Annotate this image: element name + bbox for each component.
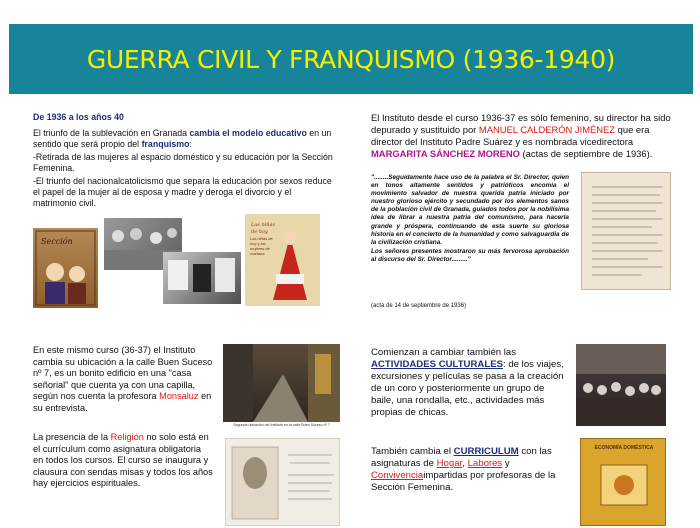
book-cover	[580, 438, 666, 526]
svg-text:Las niñas: Las niñas	[251, 222, 276, 228]
propaganda-poster	[245, 214, 320, 306]
bullet-item: -El triunfo del nacionalcatolicismo que separa la educación por sexos reduce el papel de la mujer al de esposa y madre y deroga el divorcio y el matrimonio civil.	[33, 176, 332, 208]
students-photo	[163, 252, 241, 304]
bottom-left-text-1: En este mismo curso (36-37) el Instituto cambia su ubicación a la calle Buen Suceso nº 7, es un bonito edificio en una "casa señorial" que cuenta ya con una capilla, según nos cuenta la profesora Monsaluz en su entrevista.	[33, 345, 213, 413]
street-caption: Segunda ubicación del Instituto en la calle Buen Suceso nº 7	[233, 423, 330, 427]
top-right-text: El Instituto desde el curso 1936-37 es sólo femenino, su director ha sido depurado y sustituido por MANUEL CALDERÓN JIMÉNEZ que era director del Instituto Padre Suárez y es nombrada vicedirectora MARGARITA SÁNCHEZ MORENO (actas de septiembre de 1936).	[371, 112, 671, 159]
svg-text:Sección: Sección	[41, 237, 73, 246]
svg-text:de hoy: de hoy	[251, 229, 268, 235]
street-photo	[223, 344, 340, 422]
title-banner	[9, 24, 693, 94]
book-title: ECONOMÍA DOMÉSTICA	[594, 445, 654, 451]
choir-photo	[576, 344, 666, 426]
bottom-right-text-1: Comienzan a cambiar también las ACTIVIDADES CULTURALES: de los viajes, excursiones y películas se pasa a la creación de un coro y posteriormente un grupo de baile, una rondalla, etc., actividades más propias de chicas.	[371, 347, 564, 418]
section-heading: De 1936 a los años 40	[33, 112, 124, 122]
bullet-item: -Retirada de las mujeres al espacio doméstico y su educación por la Sección Femenina.	[33, 152, 333, 173]
bottom-right-text-2: También cambia el CURRICULUM con las asignaturas de Hogar, Labores y Convivenciaimpartidas por profesoras de la Sección Femenina.	[371, 446, 556, 493]
page-title: GUERRA CIVIL Y FRANQUISMO (1936-1940)	[86, 44, 616, 74]
bottom-left-text-2: La presencia de la Religión no solo está en el currículum como asignatura obligatoria en todos los cursos. El curso se inaugura y clausura con sendas misas y todos los años hay ejercicios espirituales.	[33, 432, 213, 488]
intro-paragraph: El triunfo de la sublevación en Granada cambia el modelo educativo en un sentido que será propio del franquismo:	[33, 128, 332, 149]
poster-illustration	[33, 228, 98, 308]
poster-caption: Las niñas de hoy y las mujeres de mañana	[250, 236, 273, 256]
acta-date: (acta de 14 de septiembre de 1936)	[371, 303, 467, 309]
acta-document-image	[581, 172, 671, 290]
top-left-text	[33, 112, 333, 209]
program-image	[225, 438, 340, 526]
poster-image	[33, 228, 98, 308]
director-quote: "........Seguidamente hace uso de la palabra el Sr. Director, quien en tonos altamente sentidos y patrióticos encomia el movimiento salvador de nuestra querida patria iniciado por nuestro glorioso ejército y secundado por los elementos sanos de la población civil de Granada, guiados todos por la nobilísima idea de librar a nuestra patria del comunismo, para hacerla grande y próspera, continuando de esta suerte su gloriosa historia en el concierto de la humanidad y como salvaguardia de la civilización cristiana. Los señores presentes mostraron su más fervorosa aprobación al discurso del Sr. Director........."	[371, 174, 569, 263]
